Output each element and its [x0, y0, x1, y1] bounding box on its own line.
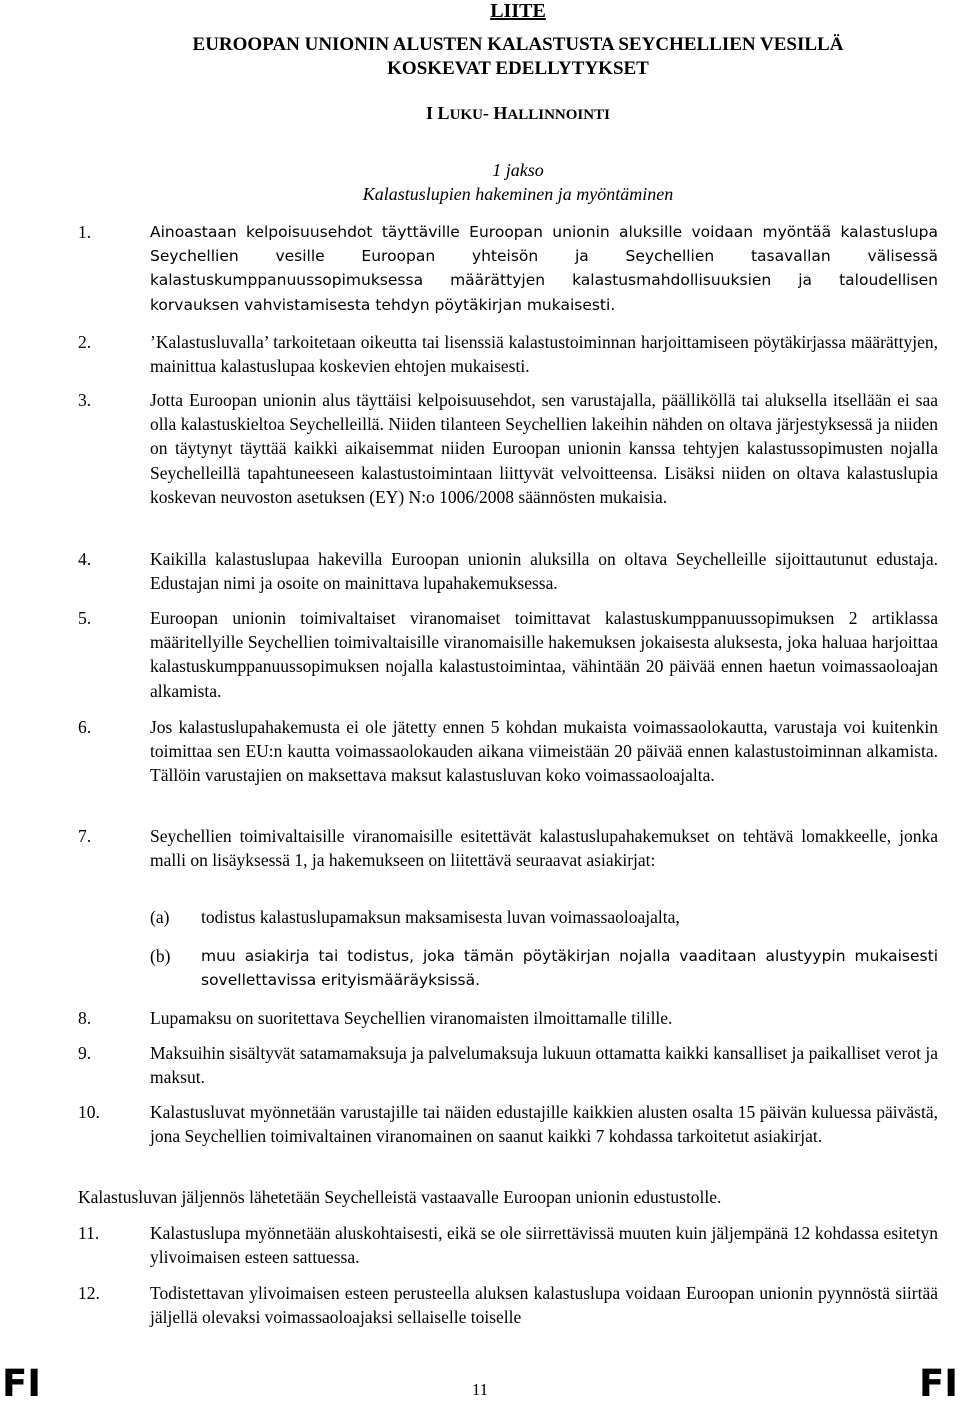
paragraph-text: Lupamaksu on suoritettava Seychellien viranomaisten ilmoittamalle tilille. — [150, 1008, 673, 1028]
numbered-paragraph — [78, 1041, 938, 1089]
language-code-left: FI — [2, 1362, 42, 1405]
paragraph-number: 4. — [78, 549, 92, 569]
paragraph-text: Maksuihin sisältyvät satamamaksuja ja palvelumaksuja lukuun ottamatta kaikki kansalliset ja paikalliset verot ja maksut. — [150, 1043, 938, 1088]
page-number: 11 — [471, 1380, 489, 1399]
annex-heading: LIITE — [490, 0, 546, 22]
paragraph-number: 8. — [78, 1008, 92, 1028]
paragraph-number: 10. — [78, 1102, 100, 1122]
paragraph-number: 9. — [78, 1043, 92, 1063]
paragraph-number: 1. — [78, 222, 92, 242]
paragraph-text: Kaikilla kalastuslupaa hakevilla Euroopan unionin aluksilla on oltava Seychelleille sijoittautunut edustaja. Edustajan nimi ja osoite on mainittava lupahakemuksessa. — [150, 549, 938, 594]
lettered-subitem — [150, 944, 938, 992]
numbered-paragraph — [78, 547, 938, 595]
numbered-paragraph — [78, 1100, 938, 1148]
note-paragraph: Kalastusluvan jäljennös lähetetään Seychelleistä vastaavalle Euroopan unionin edustustolle. — [78, 1187, 722, 1207]
paragraph-text: Seychellien toimivaltaisille viranomaisille esitettävät kalastuslupahakemukset on tehtävä lomakkeelle, jonka malli on lisäyksessä 1, ja hakemukseen on liitettävä seuraavat asiakirjat: — [150, 826, 938, 871]
document-title-line-1: EUROOPAN UNIONIN ALUSTEN KALASTUSTA SEYCHELLIEN VESILLÄ — [192, 34, 844, 55]
numbered-paragraph — [78, 388, 938, 509]
paragraph-text: ’Kalastusluvalla’ tarkoitetaan oikeutta tai lisenssiä kalastustoiminnan harjoittamiseen pöytäkirjassa määrättyjen, mainittua kalastuslupaa koskevien ehtojen mukaisesti. — [150, 332, 938, 377]
subitem-text: muu asiakirja tai todistus, joka tämän pöytäkirjan nojalla vaaditaan alustyypin mukaisesti sovellettavissa erityismääräyksissä. — [201, 947, 938, 990]
paragraph-text: Kalastusluvat myönnetään varustajille tai näiden edustajille kaikkien alusten osalta 15 päivän kuluessa päivästä, jona Seychellien toimivaltainen viranomainen on saanut kaikki 7 kohdassa tarkoitetut asiakirjat. — [150, 1102, 938, 1147]
section-title: Kalastuslupien hakeminen ja myöntäminen — [362, 184, 674, 204]
numbered-paragraph — [78, 1006, 938, 1030]
paragraph-number: 7. — [78, 826, 92, 846]
numbered-paragraph — [78, 330, 938, 378]
paragraph-number: 11. — [78, 1223, 100, 1243]
paragraph-number: 5. — [78, 608, 92, 628]
paragraph-number: 2. — [78, 332, 92, 352]
paragraph-text: Ainoastaan kelpoisuusehdot täyttäville Euroopan unionin aluksille voidaan myöntää kalastuslupa Seychellien vesille Euroopan yhteisön ja Seychellien tasavallan välisessä kalastuskumppanuussopimuksessa määrättyjen kalastusmahdollisuuksien ja taloudellisen korvauksen vahvistamisesta tehdyn pöytäkirjan mukaisesti. — [150, 223, 938, 314]
numbered-paragraph — [78, 1221, 938, 1269]
chapter-heading — [0, 103, 960, 124]
subitem-label: (b) — [150, 946, 171, 966]
numbered-paragraph — [78, 1281, 938, 1329]
section-number: 1 jakso — [492, 160, 544, 180]
paragraph-text: Euroopan unionin toimivaltaiset viranomaiset toimittavat kalastuskumppanuussopimuksen 2 artiklassa määritellyille Seychellien toimivaltaisille viranomaisille hakemuksen jokaisesta aluksesta, joka haluaa harjoittaa kalastuskumppanuussopimuksen nojalla kalastustoimintaa, vähintään 20 päivää ennen haetun voimassaoloajan alkamista. — [150, 608, 938, 701]
paragraph-number: 6. — [78, 717, 92, 737]
numbered-paragraph — [78, 715, 938, 788]
chapter-heading-part: UKU — [449, 107, 483, 123]
numbered-paragraph — [78, 606, 938, 703]
paragraph-text: Kalastuslupa myönnetään aluskohtaisesti, eikä se ole siirrettävissä muuten kuin jäljempänä 12 kohdassa esitetyn ylivoimaisen esteen sattuessa. — [150, 1223, 938, 1268]
paragraph-number: 12. — [78, 1283, 100, 1303]
paragraph-text: Jotta Euroopan unionin alus täyttäisi kelpoisuusehdot, sen varustajalla, päälliköllä tai aluksella itsellään ei saa olla kalastuskieltoa Seychelleillä. Niiden tilanteen Seychellien lakeihin nähden on oltava järjestyksessä ja niiden on täytynyt täyttää kaikki aikaisemmat niiden Euroopan unionin kanssa tehtyjen kalastussopimusten nojalla Seychelleillä tapahtuneeseen kalastustoimintaan liittyvät velvoitteensa. Lisäksi niiden on oltava kalastuslupia koskevan neuvoston asetuksen (EY) N:o 1006/2008 säännösten mukaisia. — [150, 390, 938, 507]
language-code-right: FI — [918, 1362, 958, 1405]
chapter-heading-part: ALLINNOINTI — [507, 107, 610, 123]
paragraph-number: 3. — [78, 390, 92, 410]
subitem-label: (a) — [150, 907, 170, 927]
subitem-text: todistus kalastuslupamaksun maksamisesta luvan voimassaoloajalta, — [201, 907, 680, 927]
document-title-line-2: KOSKEVAT EDELLYTYKSET — [387, 58, 649, 79]
paragraph-text: Jos kalastuslupahakemusta ei ole jätetty ennen 5 kohdan mukaista voimassaolokautta, varustaja voi kuitenkin toimittaa sen EU:n kautta voimassaolokauden aikana viimeistään 20 päivää ennen kalastustoiminnan alkamista. Tällöin varustajien on maksettava maksut kalastusluvan koko voimassaoloajalta. — [150, 717, 938, 786]
chapter-heading-part: I L — [426, 103, 450, 123]
paragraph-text: Todistettavan ylivoimaisen esteen perusteella aluksen kalastuslupa voidaan Euroopan unionin pyynnöstä siirtää jäljellä olevaksi voimassaoloajaksi sellaiselle toiselle — [150, 1283, 938, 1328]
lettered-subitem — [150, 905, 938, 929]
numbered-paragraph — [78, 220, 938, 317]
numbered-paragraph — [78, 824, 938, 872]
chapter-heading-part: - H — [482, 103, 508, 123]
